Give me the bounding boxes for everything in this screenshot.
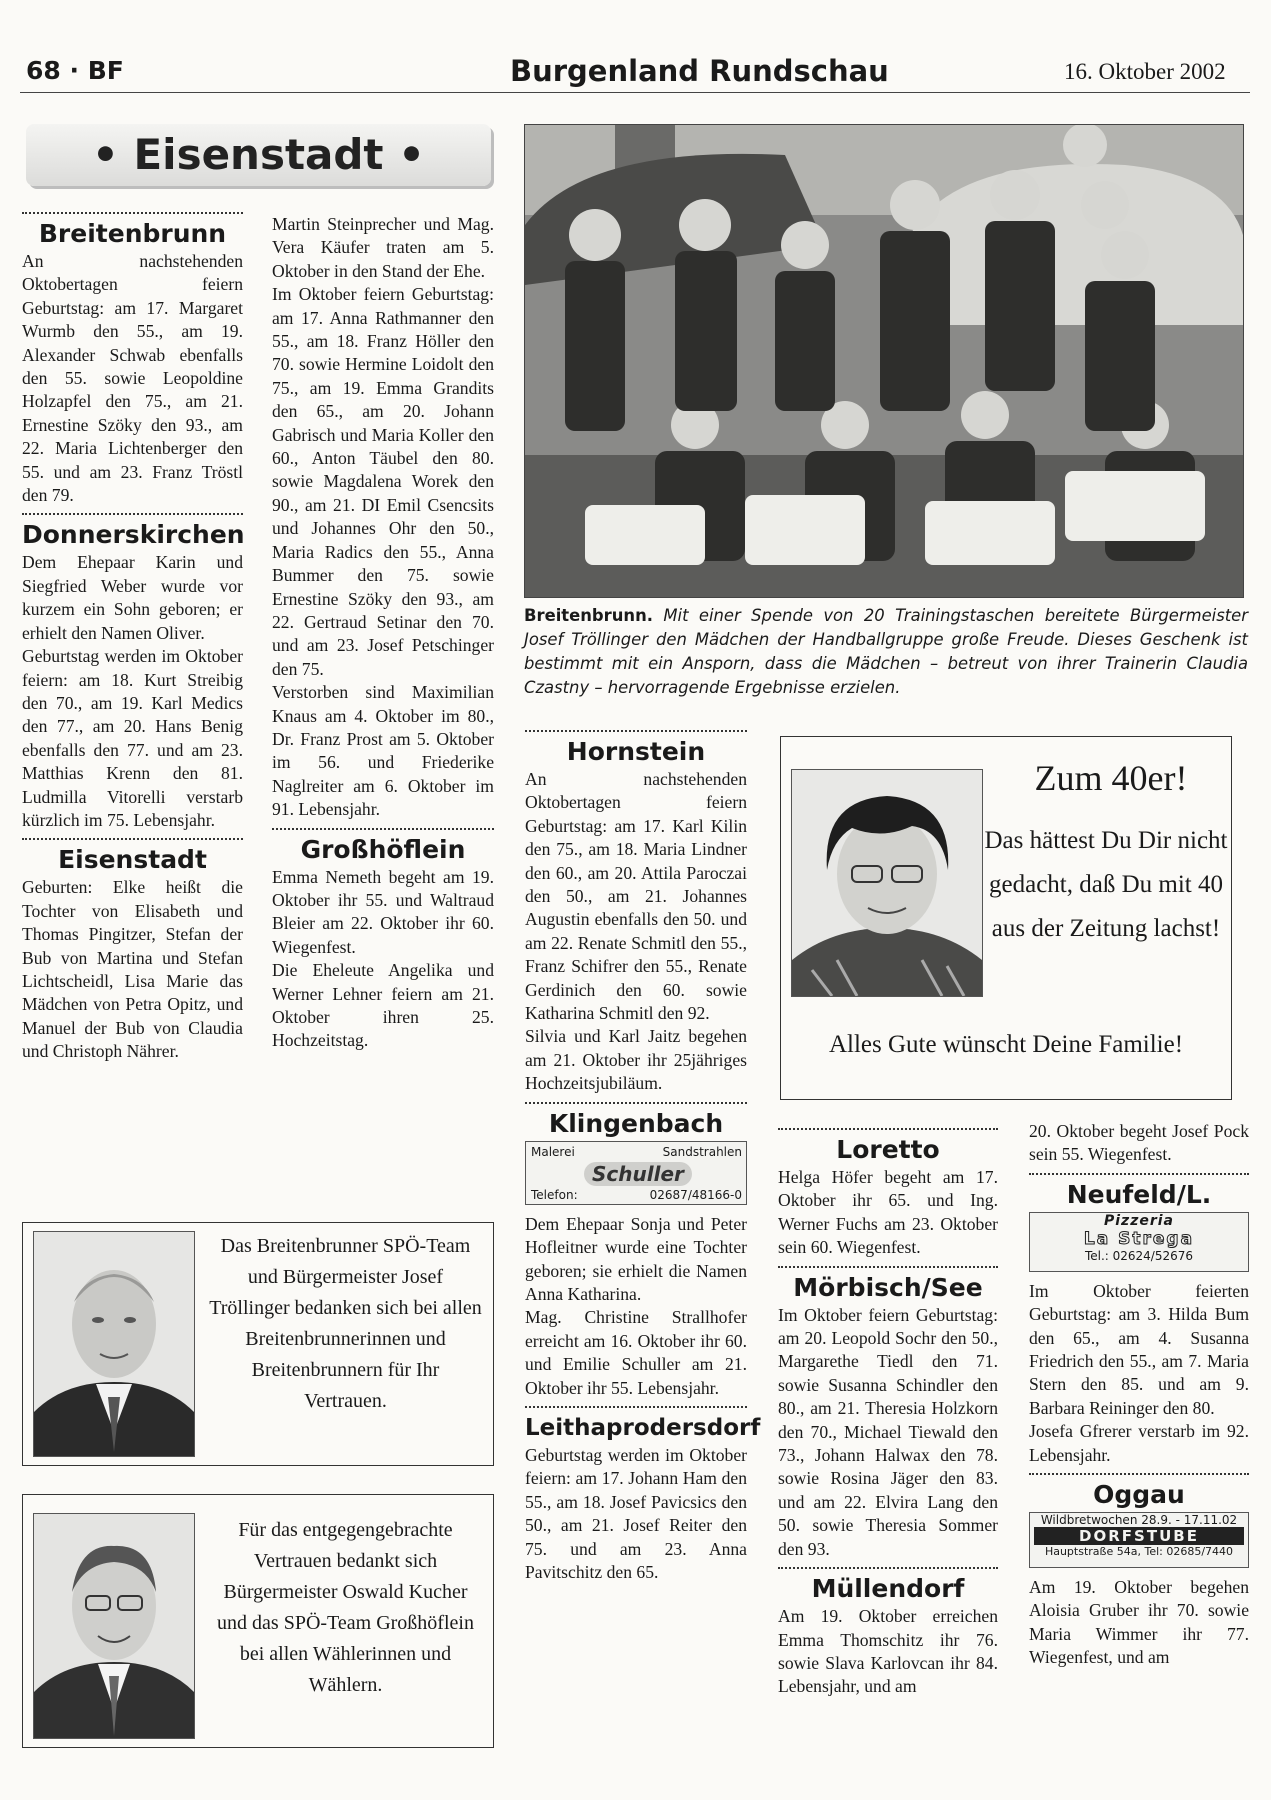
column-4	[778, 1128, 998, 1699]
caption-place: Breitenbrunn.	[524, 606, 653, 625]
article-continued-text: 20. Oktober begeht Josef Pock sein 55. Wiegenfest.	[1029, 1121, 1249, 1165]
team-photo	[524, 124, 1244, 598]
pizzeria-ad	[1029, 1212, 1249, 1272]
header-rule	[20, 92, 1250, 93]
article-heading: Donnerskirchen	[22, 520, 245, 550]
schuller-logo: Schuller	[584, 1162, 692, 1186]
article-text: An nachstehenden Oktobertagen feiern Geburtstag: am 17. Margaret Wurmb den 55., am 19. Alexander Schwab ebenfalls den 55. sowie Leopoldine Holzapfel den 75., am 21. Ernestine Szöky den 93., am 22. Maria Lichtenberger den 55. und am 23. Franz Tröstl den 79.	[22, 251, 243, 506]
article-heading: Neufeld/L.	[1066, 1179, 1212, 1209]
birthday-ad-body: Das hättest Du Dir nicht gedacht, daß Du mit 40 aus der Zeitung lachst!	[984, 827, 1228, 942]
schuller-service-left: Malerei	[531, 1144, 575, 1159]
article-heading: Hornstein	[566, 737, 706, 766]
article-heading: Großhöflein	[300, 834, 466, 864]
article-text: Dem Ehepaar Karin und Siegfried Weber wurde vor kurzem ein Sohn geboren; er erhielt den Namen Oliver. Geburtstag werden im Oktober feiern: am 18. Kurt Streibig den 70., am 19. Karl Medics den 77., am 20. Hans Benig ebenfalls den 77. und am 23. Matthias Krenn den 81. Ludmilla Vitorelli verstarb kürzlich im 75. Lebensjahr.	[22, 552, 243, 830]
article-text: Am 19. Oktober erreichen Emma Thomschitz ihr 76. sowie Slava Karlovcan ihr 84. Lebensjahr, und am	[778, 1606, 998, 1697]
birthday-ad	[780, 736, 1232, 1100]
schuller-service-right: Sandstrahlen	[662, 1144, 742, 1159]
thanks-ad-breitenbrunn	[22, 1222, 494, 1466]
thanks-ad-grosshoeflein	[22, 1494, 494, 1748]
pizzeria-ad-label: Pizzeria	[1103, 1212, 1174, 1229]
article-heading: Oggau	[1093, 1480, 1185, 1510]
article-text: Dem Ehepaar Sonja und Peter Hofleitner wurde eine Tochter geboren; sie erhielt die Namen Anna Katharina. Mag. Christine Strallhofer erreicht am 16. Oktober ihr 60. und Emilie Schuller am 21. Oktober ihr 55. Lebensjahr.	[525, 1213, 747, 1398]
article-heading: Leithaprodersdorf	[525, 1414, 761, 1441]
section-banner: • Eisenstadt •	[26, 124, 491, 186]
portrait-photo	[33, 1231, 195, 1457]
thanks-ad-text: Für das entgegengebrachte Vertrauen bedankt sich Bürgermeister Oswald Kucher und das SPÖ-Team Großhöflein bei allen Wählerinnen und Wählern.	[217, 1519, 474, 1696]
portrait-photo	[33, 1513, 195, 1739]
issue-date: 16. Oktober 2002	[1064, 59, 1226, 84]
woman-portrait	[791, 769, 983, 997]
article-text: Am 19. Oktober begehen Aloisia Gruber ihr 70. sowie Maria Wimmer ihr 77. Wiegenfest, und am	[1029, 1577, 1249, 1668]
article-text: Geburtstag werden im Oktober feiern: am 17. Johann Ham den 55., am 18. Josef Pavicsics den 50., am 21. Josef Reiter den 75. und am 23. Anna Pavitschitz den 65.	[525, 1444, 747, 1582]
article-text: Helga Höfer begeht am 17. Oktober ihr 65. und Ing. Werner Fuchs am 23. Oktober sein 60. Wiegenfest.	[778, 1167, 998, 1258]
article-text: Im Oktober feierten Geburtstag: am 3. Hilda Bum den 65., am 4. Susanna Friedrich den 55., am 7. Maria Stern den 85. und am 9. Barbara Reininger den 80. Josefa Gfrerer verstarb im 92. Lebensjahr.	[1029, 1280, 1249, 1465]
photo-caption	[524, 604, 1248, 700]
article-heading: Eisenstadt	[58, 845, 207, 875]
column-5	[1029, 1120, 1249, 1670]
newspaper-title: Burgenland Rundschau	[510, 54, 889, 88]
dorfstube-ad	[1029, 1512, 1249, 1568]
birthday-ad-footer: Alles Gute wünscht Deine Familie!	[828, 1031, 1184, 1058]
article-text: Emma Nemeth begeht am 19. Oktober ihr 55. und Waltraud Bleier am 22. Oktober ihr 60. Wiegenfest. Die Eheleute Angelika und Werner Lehner feiern am 21. Oktober ihren 25. Hochzeitstag.	[272, 866, 494, 1051]
article-text: Geburten: Elke heißt die Tochter von Elisabeth und Thomas Pingitzer, Stefan der Bub von Martina und Stefan Lichtscheidl, Lisa Marie das Mädchen von Petra Opitz, und Manuel der Bub von Claudia und Christoph Nährer.	[22, 877, 243, 1062]
page-number: 68 · BF	[26, 56, 124, 85]
article-heading: Breitenbrunn	[38, 219, 227, 248]
thanks-ad-text: Das Breitenbrunner SPÖ-Team und Bürgermeister Josef Tröllinger bedanken sich bei allen Breitenbrunnerinnen und Breitenbrunnern für Ihr Vertrauen.	[209, 1235, 482, 1412]
dorfstube-ad-address: Hauptstraße 54a, Tel: 02685/7440	[1044, 1545, 1234, 1559]
schuller-ad	[525, 1141, 747, 1205]
schuller-phone: 02687/48166-0	[649, 1187, 742, 1202]
column-1	[22, 212, 243, 1064]
article-heading: Müllendorf	[811, 1574, 965, 1604]
pizzeria-ad-phone: Tel.: 02624/52676	[1084, 1248, 1194, 1263]
birthday-ad-title: Zum 40er!	[1034, 758, 1188, 798]
article-heading: Klingenbach	[548, 1108, 724, 1138]
schuller-phone-label: Telefon:	[531, 1187, 578, 1202]
article-heading: Loretto	[836, 1135, 940, 1164]
column-2	[272, 213, 494, 1053]
article-text: Im Oktober feiern Geburtstag: am 20. Leopold Sochr den 50., Margarethe Tiedl den 71. sowie Susanna Schindler den 80., am 21. Theresia Holzkorn den 70., Michael Tiewald den 73., Johann Halwax den 78. sowie Rosina Jäger den 83. und am 22. Elvira Lang den 50. sowie Theresia Sommer den 93.	[778, 1304, 998, 1559]
caption-text: Mit einer Spende von 20 Trainingstaschen bereitete Bürgermeister Josef Tröllinger den Mädchen der Handballgruppe große Freude. Dieses Geschenk ist bestimmt mit ein Ansporn, dass die Mädchen – betreut von ihrer Trainerin Claudia Czastny – hervorragende Ergebnisse erzielen.	[524, 606, 1248, 697]
column-3	[525, 730, 761, 1584]
dorfstube-ad-name: DORFSTUBE	[1034, 1527, 1244, 1545]
pizzeria-ad-name: La Strega	[1083, 1228, 1195, 1249]
article-text: An nachstehenden Oktobertagen feiern Geburtstag: am 17. Karl Kilin den 75., am 18. Maria Lindner den 60., am 20. Attila Paroczai den 50., am 21. Johannes Augustin ebenfalls den 50. und am 22. Renate Schmitl den 55., Franz Schifrer den 55., Renate Gerdinich den 60. sowie Katharina Schmitl den 92. Silvia und Karl Jaitz begehen am 21. Oktober ihr 25jähriges Hochzeitsjubiläum.	[525, 769, 747, 1094]
article-heading: Mörbisch/See	[793, 1272, 983, 1302]
dorfstube-ad-dates: Wildbretwochen 28.9. - 17.11.02	[1040, 1513, 1238, 1528]
article-continued-text: Martin Steinprecher und Mag. Vera Käufer traten am 5. Oktober in den Stand der Ehe. Im Oktober feiern Geburtstag: am 17. Anna Rathmanner den 55., am 18. Franz Höller den 70. sowie Hermine Loidolt den 75., am 19. Emma Grandits den 65., am 20. Johann Gabrisch und Maria Koller den 60., Anton Täubel den 80. sowie Magdalena Worek den 90., am 21. DI Emil Csencsits und Johannes Ohr den 50., Maria Radics den 55., Anna Bummer den 75. sowie Ernestine Szöky den 93., am 22. Gertraud Setinar den 70. und am 23. Josef Petschinger den 75. Verstorben sind Maximilian Knaus am 4. Oktober im 80., Dr. Franz Prost am 5. Oktober im 56. und Friederike Naglreiter am 6. Oktober im 91. Lebensjahr.	[272, 214, 494, 820]
